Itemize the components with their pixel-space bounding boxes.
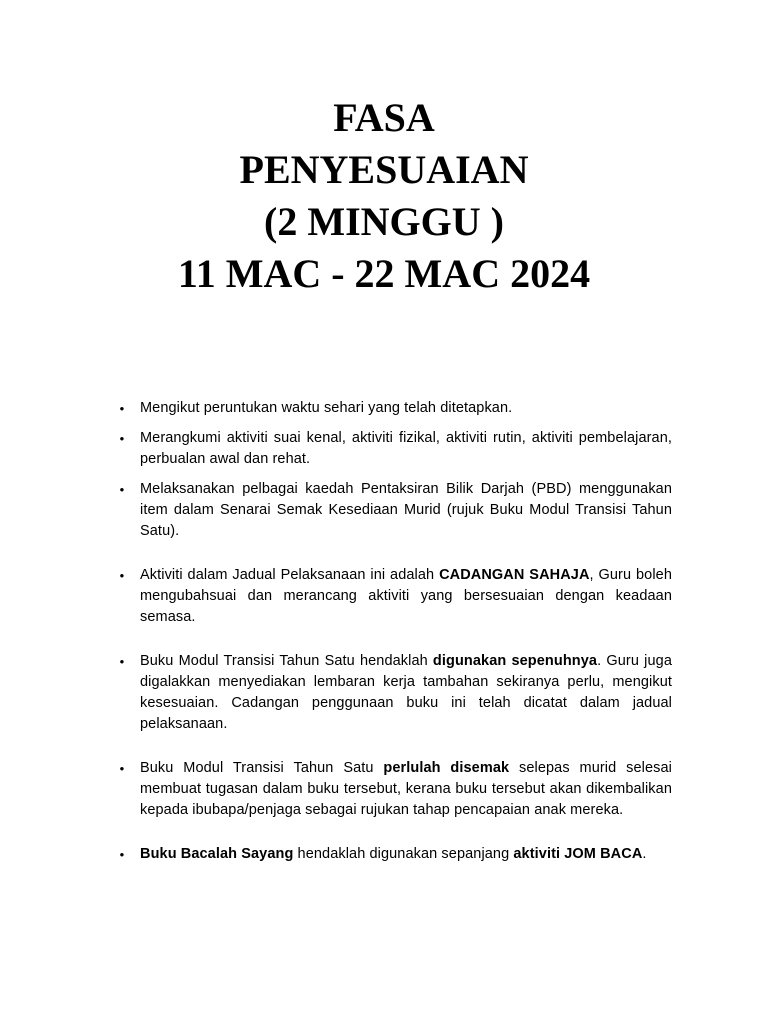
bullet-icon: • (119, 654, 125, 669)
list-item (114, 758, 672, 821)
bullet-text-emphasis: perlulah disemak (383, 760, 510, 776)
list-item (114, 398, 672, 419)
bullet-list (114, 398, 672, 865)
bullet-icon: • (119, 431, 125, 446)
bullet-text-emphasis: CADANGAN SAHAJA (439, 567, 590, 583)
bullet-text-pre: Aktiviti dalam Jadual Pelaksanaan ini adalah (140, 567, 440, 583)
bullet-icon: • (119, 568, 125, 583)
list-item (114, 565, 672, 628)
list-item (114, 428, 672, 470)
bullet-icon: • (119, 761, 125, 776)
bullet-icon: • (119, 847, 125, 862)
bullet-text-emphasis: digunakan sepenuhnya (432, 653, 598, 669)
bullet-text-pre: Buku Modul Transisi Tahun Satu (140, 760, 384, 776)
bullet-text-post: . Guru juga digalakkan menyediakan lembaran kerja tambahan sekiranya perlu, mengikut kesesuaian. Cadangan penggunaan buku ini telah dicatat dalam jadual pelaksanaan. (140, 653, 672, 732)
bullet-icon: • (119, 401, 125, 416)
title-line-2: PENYESUAIAN (239, 147, 529, 192)
title-line-3: (2 MINGGU ) (264, 199, 504, 244)
list-item (114, 479, 672, 542)
list-item (114, 651, 672, 735)
bullet-text-pre: Buku Modul Transisi Tahun Satu hendaklah (140, 653, 433, 669)
document-title (0, 92, 768, 300)
title-line-1: FASA (333, 95, 435, 140)
list-item (114, 844, 672, 865)
bullet-text: Mengikut peruntukan waktu sehari yang telah ditetapkan. (140, 400, 513, 416)
bullet-text-post: selepas murid selesai membuat tugasan dalam buku tersebut, kerana buku tersebut akan dikembalikan kepada ibubapa/penjaga sebagai rujukan tahap pencapaian anak mereka. (140, 760, 672, 818)
bullet-text-emphasis: aktiviti JOM BACA (513, 846, 643, 862)
title-line-4: 11 MAC - 22 MAC 2024 (177, 251, 591, 296)
bullet-text-post: , Guru boleh mengubahsuai dan merancang aktiviti yang bersesuaian dengan keadaan semasa. (140, 567, 672, 625)
bullet-icon: • (119, 482, 125, 497)
bullet-text: Melaksanakan pelbagai kaedah Pentaksiran Bilik Darjah (PBD) menggunakan item dalam Senarai Semak Kesediaan Murid (rujuk Buku Modul Transisi Tahun Satu). (140, 481, 672, 539)
bullet-text-post: . (642, 846, 647, 862)
bullet-text-emphasis: Buku Bacalah Sayang (140, 846, 294, 862)
bullet-text-mid: hendaklah digunakan sepanjang (293, 846, 514, 862)
bullet-text: Merangkumi aktiviti suai kenal, aktiviti fizikal, aktiviti rutin, aktiviti pembelajaran, perbualan awal dan rehat. (140, 430, 672, 467)
